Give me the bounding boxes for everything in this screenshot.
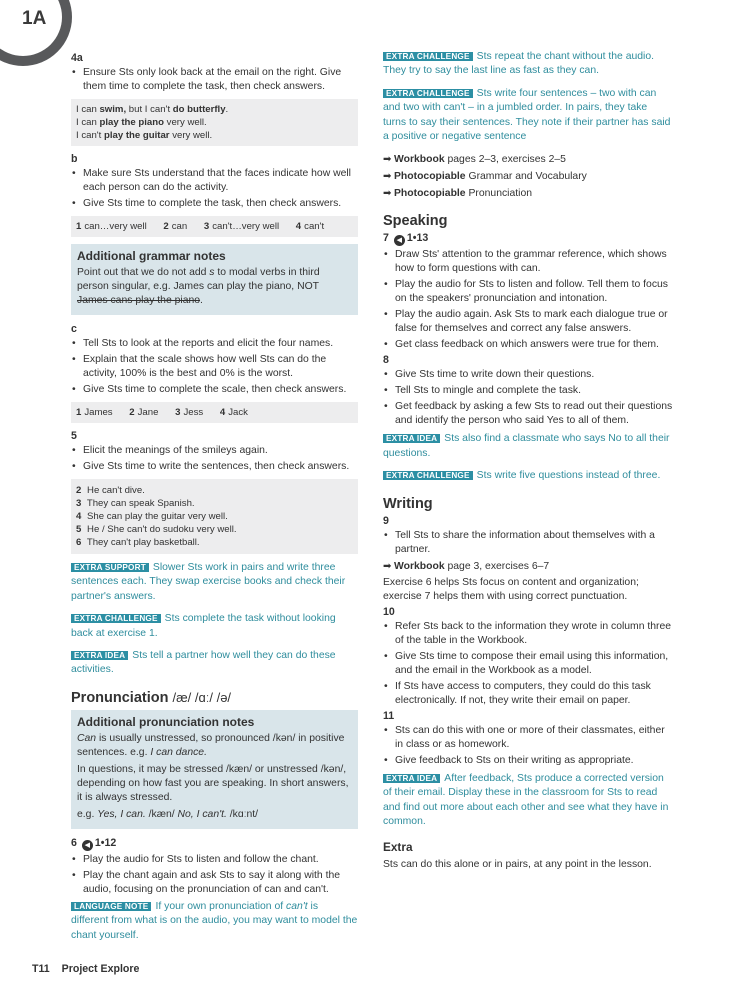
example-line: I can swim, but I can't do butterfly. (76, 104, 229, 115)
grammar-note-title: Additional grammar notes (77, 249, 226, 263)
grammar-note-text: Point out that we do not add s to modal verbs in third person singular, e.g. James can play the piano, NOT James cans play the piano. (77, 267, 320, 306)
list-item: • Refer Sts back to the information they wrote in column three of the table in the Workbook. (383, 620, 673, 648)
extra-text: Sts can do this alone or in pairs, at any point in the lesson. (383, 858, 652, 870)
audio-icon: ◀ (394, 235, 405, 246)
example-line: I can play the piano very well. (76, 117, 207, 128)
photocopiable-ref: ➡ Photocopiable Pronunciation (383, 188, 533, 200)
example-box (71, 99, 358, 146)
list-item: • Give feedback to Sts on their writing as appropriate. (383, 754, 673, 768)
unit-label: 1A (22, 8, 47, 29)
extra-challenge-note: EXTRA CHALLENGE Sts write five questions instead of three. (383, 469, 673, 483)
section-c-bullets (71, 337, 358, 397)
workbook-para: Exercise 6 helps Sts focus on content and organization; exercise 7 helps them with using correct punctuation. (383, 576, 639, 602)
extra-idea-note: EXTRA IDEA Sts tell a partner how well they can do these activities. (71, 650, 336, 676)
list-item: • Play the audio again. Ask Sts to mark each dialogue true or false for themselves and correct any false answers. (383, 308, 673, 336)
list-item: • Give Sts time to compose their email using this information, and the email in the Workbook as a model. (383, 650, 673, 678)
extra-challenge-note: EXTRA CHALLENGE Sts repeat the chant without the audio. They try to say the last line as fast as they can. (383, 51, 655, 77)
example-line: I can't play the guitar very well. (76, 130, 213, 141)
list-item: • Play the audio for Sts to listen and follow. Tell them to focus on the speakers' pronunciation and intonation. (383, 278, 673, 306)
list-item: • Draw Sts' attention to the grammar reference, which shows how to form questions with can. (383, 248, 673, 276)
arrow-right-icon: ➡ (383, 560, 392, 572)
list-item: • Get class feedback on which answers were true for them. (383, 338, 673, 352)
section-4a-label: 4a (71, 52, 83, 64)
extra-idea-note: EXTRA IDEA Sts also find a classmate who says No to all their questions. (383, 433, 670, 459)
answer-key-5: 2 He can't dive. 3 They can speak Spanish. 4 She can play the guitar very well. 5 He / She can't do sudoku very well. 6 They can't play basketball. (71, 479, 358, 554)
answer-key-b: 1 can…very well 2 can 3 can't…very well 4 can't (71, 216, 358, 237)
section-10-label: 10 (383, 606, 395, 619)
section-b-label: b (71, 153, 78, 165)
page-number: T11 (32, 963, 50, 975)
list-item: • Play the audio for Sts to listen and follow the chant. (71, 853, 358, 867)
arrow-right-icon: ➡ (383, 154, 392, 166)
section-9-label: 9 (383, 514, 389, 527)
list-item: • Give Sts time to write the sentences, then check answers. (71, 460, 358, 474)
audio-icon: ◀ (82, 840, 93, 851)
writing-heading: Writing (383, 495, 433, 512)
list-item: • Tell Sts to share the information about themselves with a partner. (383, 529, 673, 557)
list-item: • Give Sts time to write down their questions. (383, 368, 673, 382)
section-c-label: c (71, 323, 77, 335)
photocopiable-ref: ➡ Photocopiable Grammar and Vocabulary (383, 171, 587, 183)
list-item: • Tell Sts to mingle and complete the task. (383, 384, 673, 398)
list-item: • Ensure Sts only look back at the email on the right. Give them time to complete the task, then check answers. (71, 66, 358, 94)
right-column (383, 50, 673, 874)
grammar-note-box (71, 244, 358, 315)
pronunciation-heading: Pronunciation /æ/ /ɑː/ /ə/ (71, 689, 232, 706)
extra-heading: Extra (383, 839, 413, 854)
arrow-right-icon: ➡ (383, 171, 392, 183)
answer-key-c: 1 James 2 Jane 3 Jess 4 Jack (71, 402, 358, 423)
list-item: • Tell Sts to look at the reports and elicit the four names. (71, 337, 358, 351)
list-item: • Elicit the meanings of the smileys again. (71, 444, 358, 458)
section-11-bullets (383, 724, 673, 768)
section-9-bullets (383, 529, 673, 557)
book-title: Project Explore (61, 963, 140, 975)
section-11-label: 11 (383, 710, 395, 723)
section-10-bullets (383, 620, 673, 708)
speaking-heading: Speaking (383, 213, 448, 230)
list-item: • Make sure Sts understand that the faces indicate how well each person can do the activity. (71, 167, 358, 195)
pronunciation-note-box (71, 710, 358, 829)
language-note: LANGUAGE NOTE If your own pronunciation of can't is different from what is on the audio, you may want to model the chant yourself. (71, 900, 358, 941)
pronunciation-note-p2: In questions, it may be stressed /kæn/ or unstressed /kən/, depending on how fast you are speaking. In short answers, it is always stressed. (77, 763, 349, 803)
list-item: • Explain that the scale shows how well Sts can do the activity, 100% is the best and 0% is the worst. (71, 353, 358, 381)
extra-support-note: EXTRA SUPPORT Slower Sts work in pairs and write three sentences each. They swap exercise books and check their partner's answers. (71, 562, 346, 602)
left-column (71, 50, 358, 951)
section-b-bullets (71, 167, 358, 211)
list-item: • Sts can do this with one or more of their classmates, either in class or as homework. (383, 724, 673, 752)
pronunciation-note-p1: Can is usually unstressed, so pronounced /kən/ in positive sentences. e.g. I can dance. (77, 732, 345, 758)
section-8-label: 8 (383, 354, 389, 367)
section-7-label: 7 ◀ 1•13 (383, 232, 429, 245)
list-item: • Give Sts time to complete the scale, then check answers. (71, 383, 358, 397)
arrow-right-icon: ➡ (383, 188, 392, 200)
page-footer (32, 963, 139, 975)
section-7-bullets (383, 248, 673, 352)
section-5-label: 5 (71, 430, 77, 442)
list-item: • Give Sts time to complete the task, then check answers. (71, 197, 358, 211)
list-item: • Play the chant again and ask Sts to say it along with the audio, focusing on the pronunciation of can and can't. (71, 869, 358, 897)
list-item: • Get feedback by asking a few Sts to read out their questions and identify the person who said Yes to all of them. (383, 400, 673, 428)
section-4a-bullets (71, 66, 358, 94)
section-8-bullets (383, 368, 673, 428)
section-5-bullets (71, 444, 358, 474)
extra-idea-note: EXTRA IDEA After feedback, Sts produce a corrected version of their email. Display these in the classroom for Sts to read and find out more about each other and see what they have in common. (383, 773, 669, 828)
pronunciation-note-title: Additional pronunciation notes (77, 714, 255, 729)
extra-challenge-note: EXTRA CHALLENGE Sts complete the task without looking back at exercise 1. (71, 613, 336, 639)
workbook-ref: ➡ Workbook pages 2–3, exercises 2–5 (383, 154, 566, 166)
workbook-ref: ➡ Workbook page 3, exercises 6–7 (383, 560, 550, 572)
section-6-label: 6 ◀ 1•12 (71, 836, 117, 849)
pronunciation-note-p3: e.g. Yes, I can. /kæn/ No, I can't. /kɑːnt/ (77, 808, 259, 820)
list-item: • If Sts have access to computers, they could do this task electronically. If not, they write their email on paper. (383, 680, 673, 708)
extra-challenge-note: EXTRA CHALLENGE Sts write four sentences – two with can and two with can't – in a jumbled order. In pairs, they take turns to say their sentences. They note if their partner has said a positive or negative sentence (383, 87, 671, 143)
section-6-bullets (71, 853, 358, 897)
